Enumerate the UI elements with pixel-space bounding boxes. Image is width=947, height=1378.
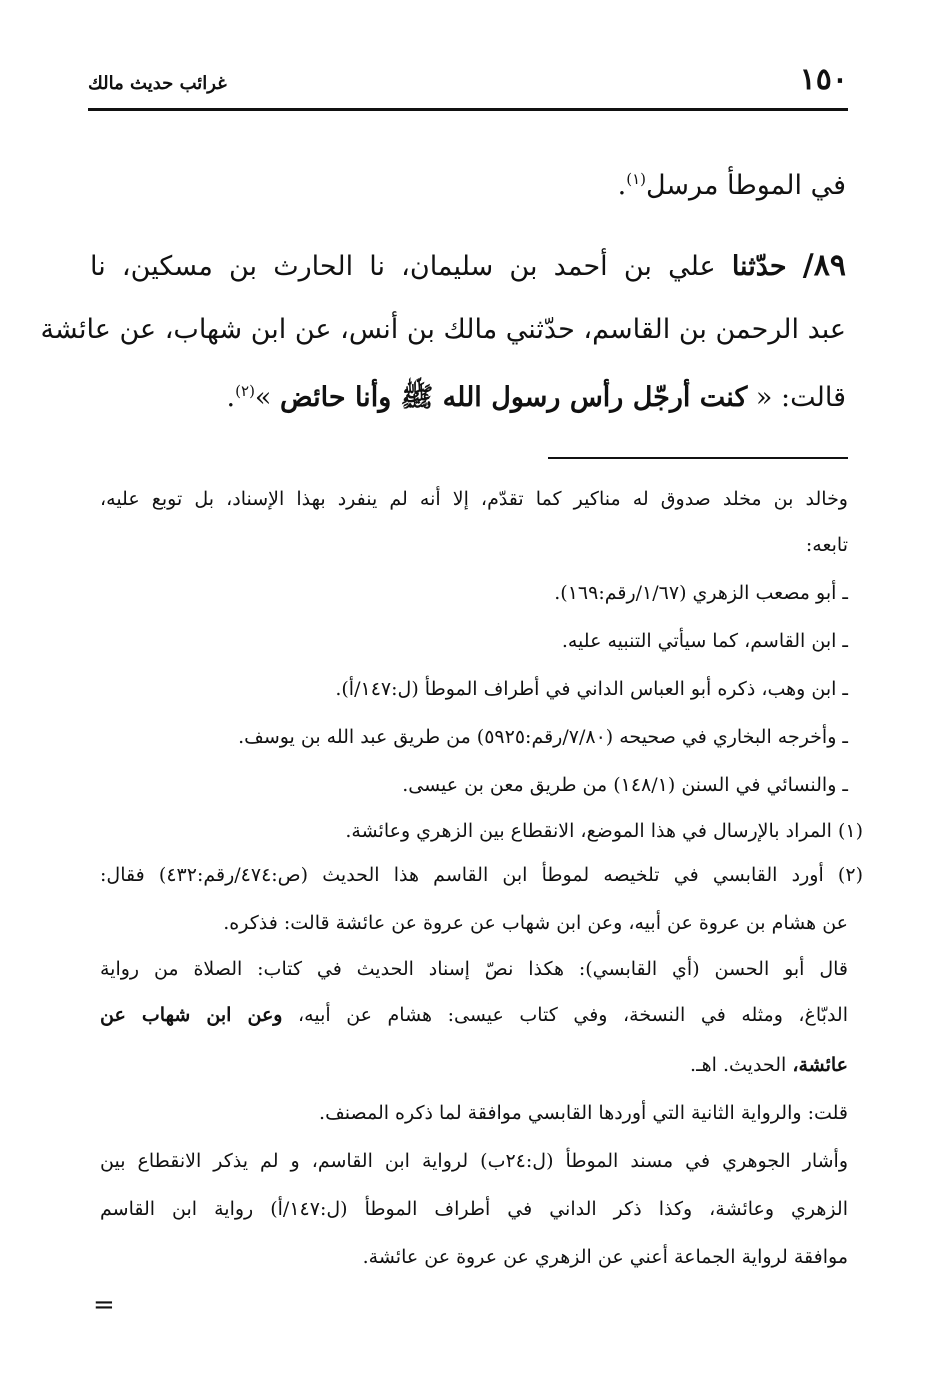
footnote-separator [548, 457, 848, 459]
footnote-bold-text: عائشة، [792, 1054, 848, 1076]
main-line-4-prefix: قالت: « [755, 382, 846, 413]
hadith-opening: حدّثنا [731, 251, 787, 282]
footnote-line: عن هشام بن عروة عن أبيه، وعن ابن شهاب عن عروة عن عائشة قالت: فذكره. [223, 912, 848, 934]
footnote-line: قال أبو الحسن (أي القابسي): هكذا نصّ إسناد الحديث في كتاب: الصلاة من رواية [100, 958, 848, 980]
footnote-line: وخالد بن مخلد صدوق له مناكير كما تقدّم، إلا أنه لم ينفرد بهذا الإسناد، بل توبع عليه، [100, 488, 848, 510]
footnote-line: ـ ابن وهب، ذكره أبو العباس الداني في أطراف الموطأ (ل:١٤٧/أ). [335, 678, 848, 700]
main-line-3: عبد الرحمن بن القاسم، حدّثني مالك بن أنس، عن ابن شهاب، عن عائشة [40, 314, 846, 345]
main-line-1 [90, 166, 846, 206]
footnote-line: الزهري وعائشة، وكذا ذكر الداني في أطراف الموطأ (ل:١٤٧/أ) رواية ابن القاسم [100, 1198, 848, 1220]
footnote-line: ـ ابن القاسم، كما سيأتي التنبيه عليه. [561, 630, 848, 652]
hadith-number: ٨٩/ [802, 248, 846, 283]
footnote-line: وأشار الجوهري في مسند الموطأ (ل:٢٤ب) لرواية ابن القاسم، و لم يذكر الانقطاع بين [100, 1150, 848, 1172]
footnote-line: ـ وأخرجه البخاري في صحيحه (٧/٨٠/رقم:٥٩٢٥) من طريق عبد الله بن يوسف. [238, 726, 848, 748]
footnote-line [100, 1050, 848, 1080]
main-line-2-text: علي بن أحمد بن سليمان، نا الحارث بن مسكين، نا [90, 251, 716, 282]
page-header [88, 60, 848, 111]
footnote-bold-text: وعن ابن شهاب عن [100, 1004, 283, 1026]
main-line-4-end: . [226, 382, 236, 413]
footnote-ref-1: (١) [626, 170, 646, 188]
main-line-2 [90, 246, 846, 287]
footnote-text: الحديث. اهـ. [690, 1054, 787, 1076]
footnote-line [100, 1000, 848, 1030]
footnote-text: الدبّاغ، ومثله في النسخة، وفي كتاب عيسى: هشام عن أبيه، [298, 1004, 849, 1026]
hadith-matn: كنت أرجّل رأس رسول الله ﷺ وأنا حائض [280, 382, 748, 413]
running-title: غرائب حديث مالك [88, 73, 227, 94]
footnote-line: موافقة لرواية الجماعة أعني عن الزهري عن عروة عن عائشة. [362, 1246, 848, 1268]
main-line-1-text: في الموطأ مرسل [645, 170, 846, 201]
main-line-4 [90, 378, 846, 418]
footnote-line: تابعه: [805, 534, 848, 556]
footnote-line: ـ والنسائي في السنن (١٤٨/١) من طريق معن بن عيسى. [402, 774, 848, 796]
continuation-mark: = [93, 1290, 115, 1320]
main-line-1-end: . [617, 170, 627, 201]
footnote-ref-2: (٢) [235, 382, 255, 400]
page-number: ١٥٠ [799, 62, 848, 97]
footnote-2: (٢) أورد القابسي في تلخيصه لموطأ ابن القاسم هذا الحديث (ص:٤٧٤/رقم:٤٣٢) فقال: [100, 864, 863, 886]
footnote-line: ـ أبو مصعب الزهري (١/٦٧/رقم:١٦٩). [554, 582, 848, 604]
footnote-line: قلت: والرواية الثانية التي أوردها القابسي موافقة لما ذكره المصنف. [319, 1102, 848, 1124]
footnote-1: (١) المراد بالإرسال في هذا الموضع، الانقطاع بين الزهري وعائشة. [345, 820, 863, 842]
main-line-4-suffix: » [254, 382, 272, 413]
